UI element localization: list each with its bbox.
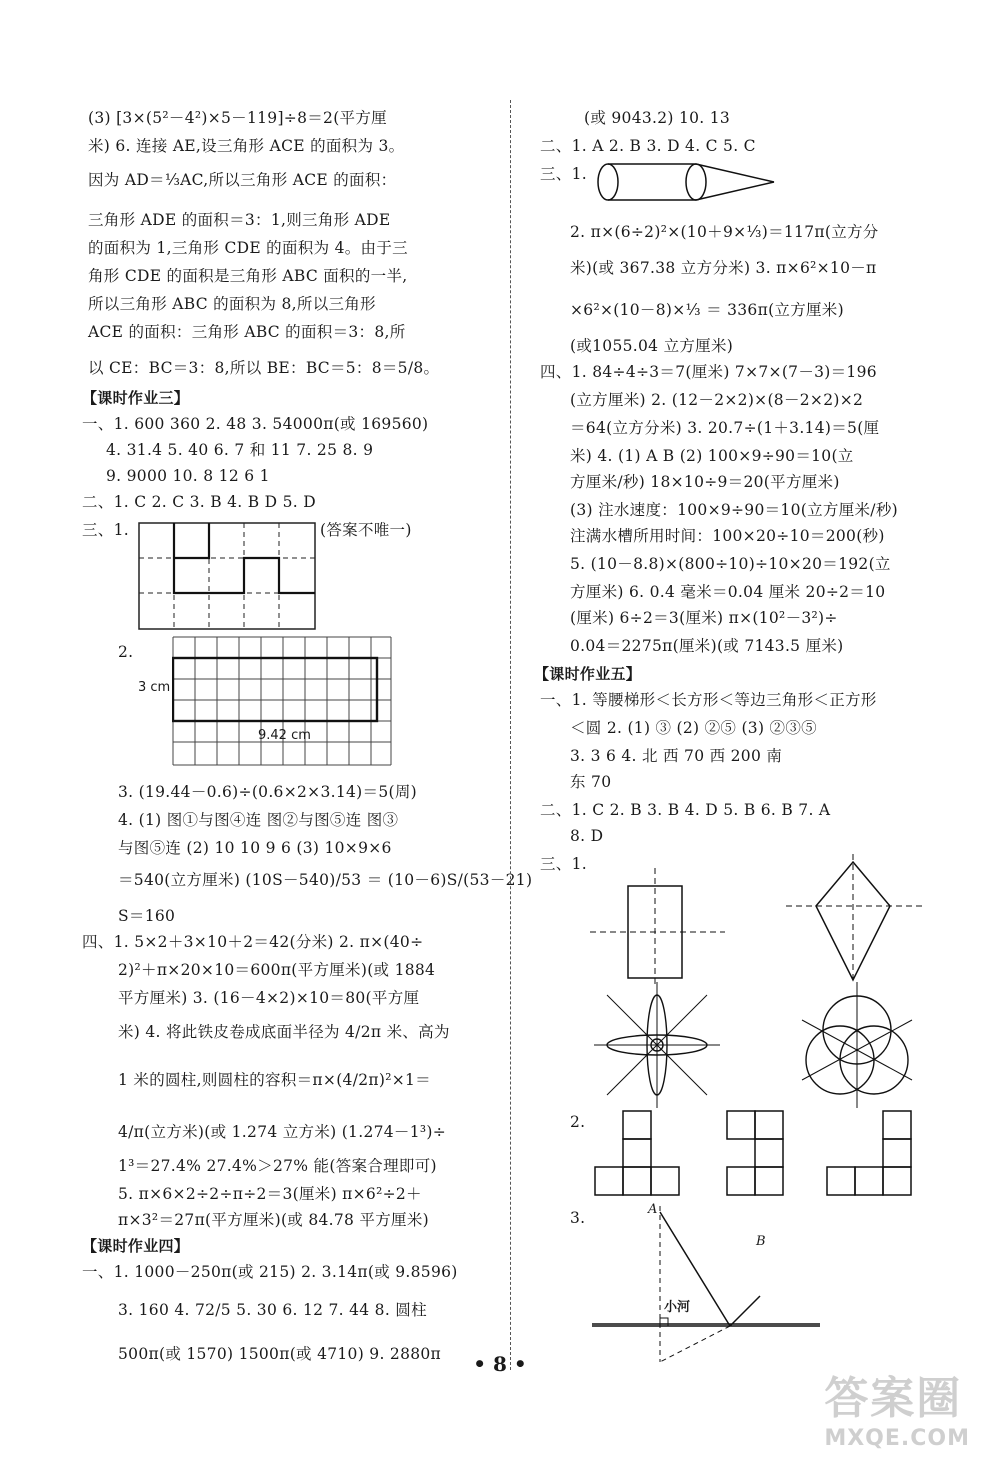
text-line: 一、1. 600 360 2. 48 3. 54000π(或 169560) [82, 415, 429, 433]
text-line: 5. π×6×2÷2÷π÷2＝3(厘米) π×6²÷2＋ [118, 1185, 422, 1203]
text-line: (或1055.04 立方厘米) [570, 337, 734, 355]
point-label-a: A [648, 1202, 658, 1217]
text-line: 方厘米/秒) 18×10÷9＝20(平方厘米) [570, 473, 840, 491]
watermark-url: MXQE.COM [824, 1426, 970, 1451]
symmetry-flower-figure [592, 980, 722, 1110]
grid-figure-2 [172, 636, 392, 766]
text-line: 3. (19.44－0.6)÷(0.6×2×3.14)＝5(周) [118, 783, 417, 801]
page-number: • 8 • [473, 1352, 527, 1376]
river-path-figure [590, 1204, 830, 1364]
text-line: 米)(或 367.38 立方分米) 3. π×6²×10－π [570, 259, 877, 277]
text-line: 3. 3 6 4. 北 西 70 西 200 南 [570, 747, 783, 765]
text-line: (或 9043.2) 10. 13 [584, 109, 731, 127]
text-line: 注满水槽所用时间：100×20÷10＝200(秒) [570, 527, 885, 545]
point-label-b: B [756, 1234, 766, 1249]
section-header: 【课时作业五】 [534, 665, 642, 683]
text-line: 四、1. 84÷4÷3＝7(厘米) 7×7×(7－3)＝196 [540, 363, 877, 381]
text-line: (立方厘米) 2. (12－2×2)×(8－2×2)×2 [570, 391, 864, 409]
text-line: 因为 AD＝⅓AC,所以三角形 ACE 的面积： [88, 171, 397, 189]
text-line: 一、1. 等腰梯形＜长方形＜等边三角形＜正方形 [540, 691, 877, 709]
text-line: 三、1. [540, 165, 587, 183]
section-header: 【课时作业三】 [82, 389, 190, 407]
text-line: (3) 注水速度：100×9÷90＝10(立方厘米/秒) [570, 501, 898, 519]
block-view-figure-1 [594, 1110, 684, 1200]
text-line: 9. 9000 10. 8 12 6 1 [106, 467, 270, 485]
text-line: 米) 4. 将此铁皮卷成底面半径为 4/2π 米、高为 [118, 1023, 450, 1041]
text-line: 米) 6. 连接 AE,设三角形 ACE 的面积为 3。 [88, 137, 405, 155]
symmetry-rhombus-figure [778, 852, 928, 982]
text-line: S＝160 [118, 907, 176, 925]
text-line: 2. [570, 1113, 586, 1131]
note-text: (答案不唯一) [320, 521, 412, 539]
text-line: 4. (1) 图①与图④连 图②与图⑤连 图③ [118, 811, 399, 829]
text-line: 0.04＝2275π(厘米)(或 7143.5 厘米) [570, 637, 844, 655]
text-line: 2. [118, 643, 134, 661]
text-line: 平方厘米) 3. (16－4×2)×10＝80(平方厘 [118, 989, 420, 1007]
text-line: 东 70 [570, 773, 612, 791]
dimension-label-width: 9.42 cm [258, 728, 311, 743]
text-line: 3. 160 4. 72/5 5. 30 6. 12 7. 44 8. 圆柱 [118, 1301, 427, 1319]
text-line: 1³＝27.4% 27.4%＞27% 能(答案合理即可) [118, 1157, 437, 1175]
text-line: 二、1. C 2. B 3. B 4. D 5. B 6. B 7. A [540, 801, 831, 819]
grid-figure-1 [138, 522, 318, 632]
watermark [824, 1362, 970, 1451]
text-line: 3. [570, 1209, 586, 1227]
block-view-figure-2 [726, 1110, 796, 1200]
text-line: ＜圆 2. (1) ③ (2) ②⑤ (3) ②③⑤ [570, 719, 817, 737]
watermark-logo-text: 答案圈 [824, 1373, 963, 1424]
text-line: 500π(或 1570) 1500π(或 4710) 9. 2880π [118, 1345, 442, 1363]
text-line: 4/π(立方米)(或 1.274 立方米) (1.274－1³)÷ [118, 1123, 447, 1141]
text-line: 8. D [570, 827, 604, 845]
text-line: ＝540(立方厘米) (10S－540)/53 ＝ (10－6)S/(53－21) [118, 871, 533, 889]
text-line: (厘米) 6÷2＝3(厘米) π×(10²－3²)÷ [570, 609, 838, 627]
text-line: ×6²×(10－8)×⅓ ＝ 336π(立方厘米) [570, 301, 844, 319]
text-line: 所以三角形 ABC 的面积为 8,所以三角形 [88, 295, 376, 313]
column-divider [510, 100, 511, 1370]
text-line: ＝64(立方分米) 3. 20.7÷(1＋3.14)＝5(厘 [570, 419, 880, 437]
text-line: ACE 的面积：三角形 ABC 的面积＝3：8,所 [88, 323, 406, 341]
text-line: 与图⑤连 (2) 10 10 9 6 (3) 10×9×6 [118, 839, 392, 857]
text-line: 四、1. 5×2＋3×10＋2＝42(分米) 2. π×(40÷ [82, 933, 424, 951]
text-line: 2. π×(6÷2)²×(10＋9×⅓)＝117π(立方分 [570, 223, 879, 241]
symmetry-rectangle-figure [580, 866, 730, 986]
text-line: 2)²＋π×20×10＝600π(平方厘米)(或 1884 [118, 961, 436, 979]
text-line: 三、1. [82, 521, 129, 539]
text-line: 一、1. 1000－250π(或 215) 2. 3.14π(或 9.8596) [82, 1263, 458, 1281]
text-line: 5. (10－8.8)×(800÷10)÷10×20＝192(立 [570, 555, 891, 573]
river-label: 小河 [664, 1300, 691, 1315]
text-line: 的面积为 1,三角形 CDE 的面积为 4。由于三 [88, 239, 408, 257]
text-line: 角形 CDE 的面积是三角形 ABC 面积的一半, [88, 267, 408, 285]
text-line: 4. 31.4 5. 40 6. 7 和 11 7. 25 8. 9 [106, 441, 374, 459]
text-line: (3) [3×(5²－4²)×5－119]÷8＝2(平方厘 [88, 109, 387, 127]
section-header: 【课时作业四】 [82, 1237, 190, 1255]
dimension-label-height: 3 cm [138, 680, 171, 695]
cylinder-cone-figure [596, 160, 776, 206]
text-line: 米) 4. (1) A B (2) 100×9÷90＝10(立 [570, 447, 854, 465]
block-view-figure-3 [826, 1110, 916, 1200]
symmetry-circles-figure [792, 980, 922, 1110]
text-line: π×3²＝27π(平方厘米)(或 84.78 平方厘米) [118, 1211, 429, 1229]
text-line: 三、1. [540, 855, 587, 873]
text-line: 三角形 ADE 的面积＝3：1,则三角形 ADE [88, 211, 391, 229]
text-line: 方厘米) 6. 0.4 毫米＝0.04 厘米 20÷2＝10 [570, 583, 886, 601]
text-line: 1 米的圆柱,则圆柱的容积＝π×(4/2π)²×1＝ [118, 1071, 431, 1089]
text-line: 以 CE：BC＝3：8,所以 BE：BC＝5：8＝5/8。 [88, 359, 440, 377]
text-line: 二、1. A 2. B 3. D 4. C 5. C [540, 137, 756, 155]
text-line: 二、1. C 2. C 3. B 4. B D 5. D [82, 493, 316, 511]
